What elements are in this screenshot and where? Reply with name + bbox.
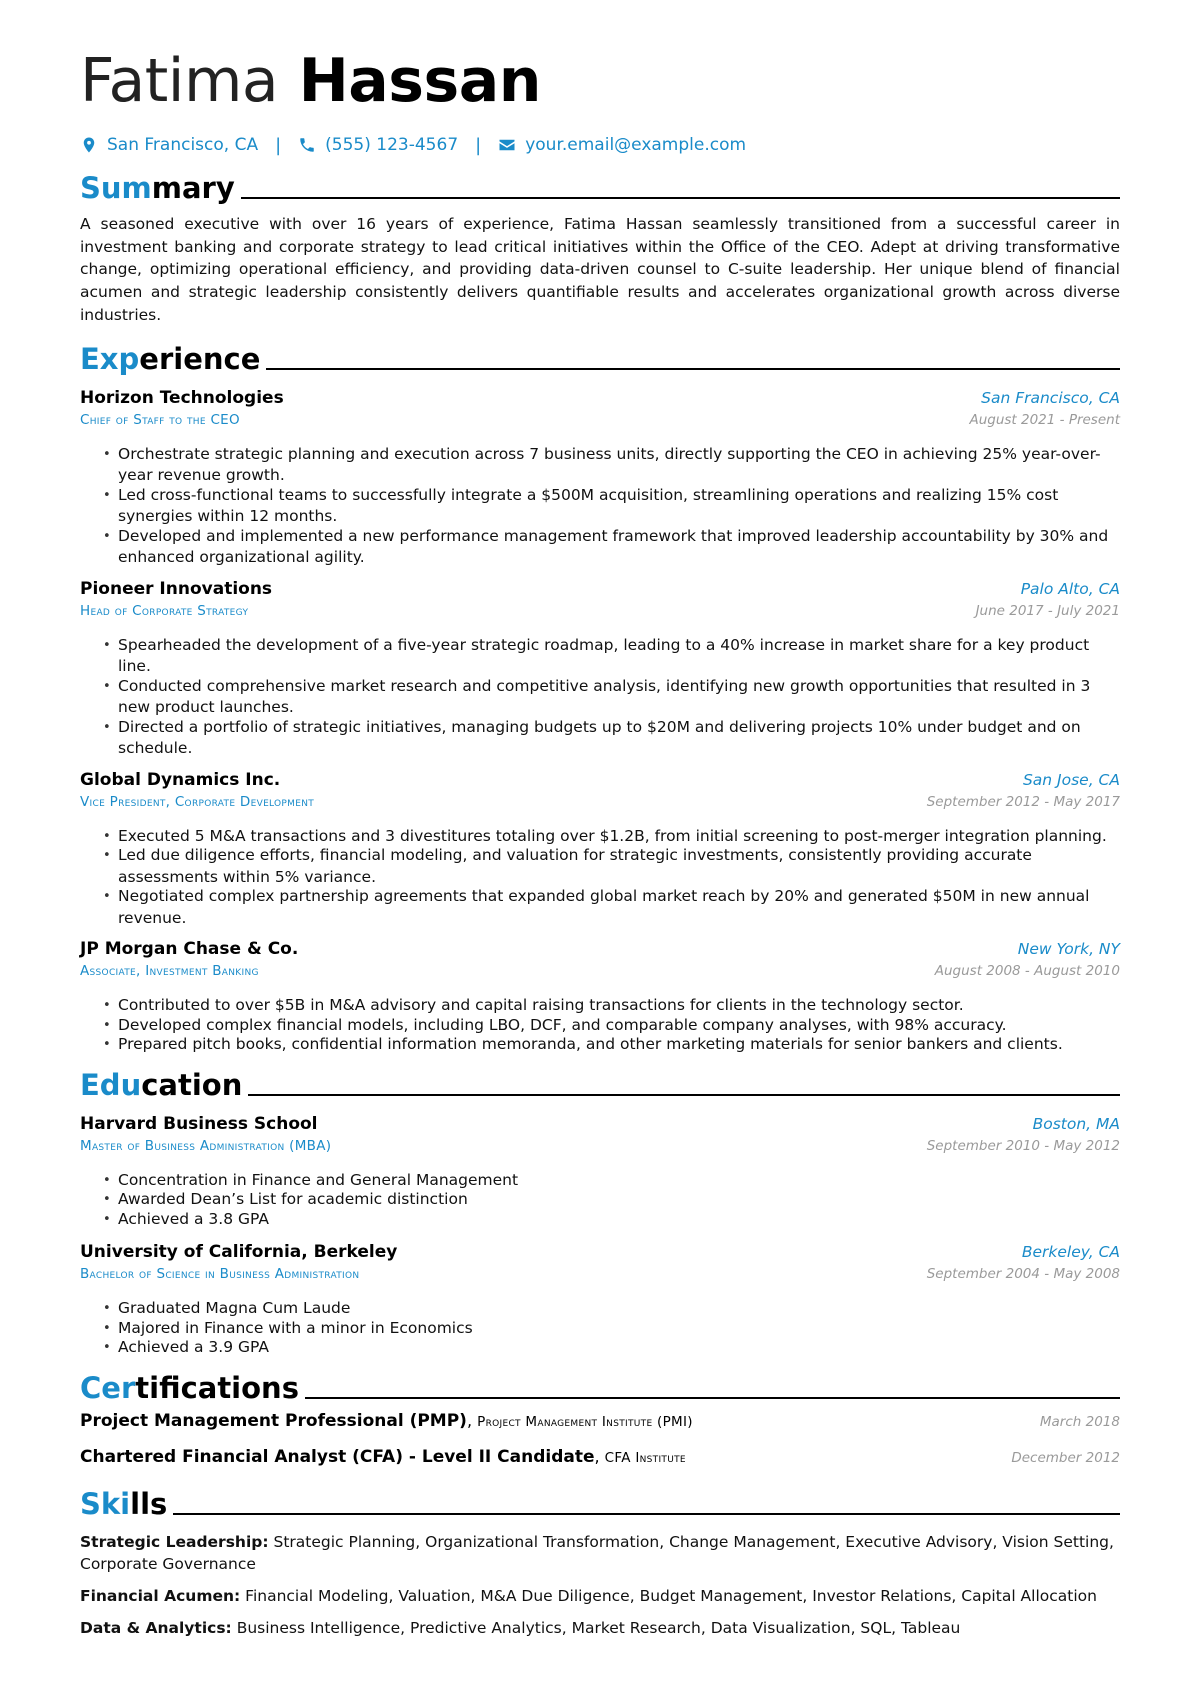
section-heading-education <box>80 1066 1120 1102</box>
education-detail-item: • Achieved a 3.8 GPA <box>80 1209 1120 1231</box>
achievement-item: • Developed and implemented a new performance management framework that improved leadership accountability by 30% and enhanced organizational agility. <box>80 526 1120 569</box>
achievement-item: • Developed complex financial models, including LBO, DCF, and comparable company analyses, with 98% accuracy. <box>80 1015 1120 1037</box>
experience-entry <box>80 939 1120 1056</box>
education-detail-item: • Graduated Magna Cum Laude <box>80 1298 1120 1320</box>
section-rule <box>241 197 1120 199</box>
job-dates: June 2017 - July 2021 <box>975 602 1120 619</box>
contact-bar <box>80 130 1120 160</box>
achievement-item: • Orchestrate strategic planning and execution across 7 business units, directly supporting the CEO in achieving 25% year-over-year revenue growth. <box>80 444 1120 487</box>
contact-separator: | <box>475 134 482 156</box>
education-detail-list <box>80 1298 1120 1359</box>
section-heading-certifications <box>80 1369 1120 1405</box>
phone-icon <box>298 136 316 154</box>
skill-category: Strategic Leadership: <box>80 1532 269 1551</box>
skill-category: Financial Acumen: <box>80 1586 241 1605</box>
achievement-item: • Negotiated complex partnership agreements that expanded global market reach by 20% and generated $50M in new annual revenue. <box>80 886 1120 929</box>
contact-location <box>80 135 258 155</box>
section-heading-experience <box>80 340 1120 376</box>
contact-separator: | <box>275 134 282 156</box>
degree-title: Bachelor of Science in Business Administration <box>80 1266 360 1283</box>
contact-email[interactable] <box>498 135 746 155</box>
certification-issuer: Project Management Institute (PMI) <box>477 1413 693 1430</box>
school-name: Harvard Business School <box>80 1113 318 1134</box>
job-title: Associate, Investment Banking <box>80 963 259 980</box>
envelope-icon <box>498 136 516 154</box>
skill-items: Strategic Planning, Organizational Transformation, Change Management, Executive Advisory, Vision Setting, Corporate Governance <box>80 1532 1114 1574</box>
experience-entry <box>80 770 1120 930</box>
achievement-item: • Led due diligence efforts, financial modeling, and valuation for strategic investments, consistently providing accurate assessments within 5% variance. <box>80 845 1120 888</box>
achievement-list <box>80 635 1120 760</box>
school-dates: September 2010 - May 2012 <box>926 1137 1120 1154</box>
school-dates: September 2004 - May 2008 <box>926 1266 1120 1283</box>
school-location: Boston, MA <box>1032 1114 1120 1133</box>
job-dates: August 2008 - August 2010 <box>934 963 1120 980</box>
section-heading-skills <box>80 1485 1120 1521</box>
education-detail-item: • Majored in Finance with a minor in Economics <box>80 1318 1120 1340</box>
job-location: San Francisco, CA <box>981 388 1120 407</box>
phone-text: (555) 123-4567 <box>325 135 459 155</box>
education-entry <box>80 1242 1120 1359</box>
company-name: JP Morgan Chase & Co. <box>80 939 299 960</box>
job-title: Chief of Staff to the CEO <box>80 411 240 428</box>
job-title: Vice President, Corporate Development <box>80 793 315 810</box>
email-text: your.email@example.com <box>525 135 747 155</box>
last-name: Hassan <box>298 46 541 116</box>
section-title: Certifications <box>80 1370 299 1405</box>
degree-title: Master of Business Administration (MBA) <box>80 1137 332 1154</box>
achievement-item: • Executed 5 M&A transactions and 3 divestitures totaling over $1.2B, from initial screening to post-merger integration planning. <box>80 826 1120 848</box>
location-pin-icon <box>80 136 98 154</box>
achievement-item: • Conducted comprehensive market research and competitive analysis, identifying new growth opportunities that resulted in 3 new product launches. <box>80 676 1120 719</box>
achievement-item: • Directed a portfolio of strategic initiatives, managing budgets up to $20M and delivering projects 10% under budget and on schedule. <box>80 717 1120 760</box>
education-detail-item: • Achieved a 3.9 GPA <box>80 1337 1120 1359</box>
achievement-list <box>80 995 1120 1056</box>
achievement-item: • Contributed to over $5B in M&A advisory and capital raising transactions for clients in the technology sector. <box>80 995 1120 1017</box>
certification-entry: Chartered Financial Analyst (CFA) - Level II Candidate, CFA Institute December 2012 <box>80 1446 1120 1467</box>
education-detail-list <box>80 1170 1120 1231</box>
education-entry <box>80 1114 1120 1231</box>
achievement-item: • Prepared pitch books, confidential information memoranda, and other marketing materials for senior bankers and clients. <box>80 1034 1120 1056</box>
section-rule <box>266 368 1120 370</box>
job-location: Palo Alto, CA <box>1020 579 1120 598</box>
achievement-list <box>80 826 1120 930</box>
first-name: Fatima <box>80 46 279 116</box>
skill-group <box>80 1531 1120 1576</box>
achievement-list <box>80 444 1120 569</box>
achievement-item: • Spearheaded the development of a five-year strategic roadmap, leading to a 40% increase in market share for a key product line. <box>80 635 1120 678</box>
resume-content <box>80 42 1120 1639</box>
section-title: Skills <box>80 1486 168 1521</box>
education-detail-item: • Concentration in Finance and General Management <box>80 1170 1120 1192</box>
contact-phone[interactable] <box>298 135 458 155</box>
skill-category: Data & Analytics: <box>80 1618 232 1637</box>
certification-issuer: CFA Institute <box>604 1449 686 1466</box>
company-name: Horizon Technologies <box>80 387 284 408</box>
skill-items: Financial Modeling, Valuation, M&A Due Diligence, Budget Management, Investor Relations, Capital Allocation <box>245 1586 1097 1605</box>
skill-items: Business Intelligence, Predictive Analytics, Market Research, Data Visualization, SQL, Tableau <box>236 1618 961 1637</box>
section-rule <box>248 1094 1120 1096</box>
certification-name: Chartered Financial Analyst (CFA) - Level II Candidate <box>80 1446 595 1467</box>
section-title: Summary <box>80 171 235 205</box>
job-dates: August 2021 - Present <box>969 411 1120 428</box>
experience-entry <box>80 388 1120 569</box>
experience-entry <box>80 579 1120 760</box>
certification-date: December 2012 <box>1011 1449 1120 1466</box>
school-name: University of California, Berkeley <box>80 1242 398 1263</box>
job-dates: September 2012 - May 2017 <box>926 793 1120 810</box>
skill-group <box>80 1617 1120 1640</box>
skill-group <box>80 1585 1120 1608</box>
school-location: Berkeley, CA <box>1021 1243 1120 1262</box>
section-title: Education <box>80 1067 243 1102</box>
section-rule <box>173 1513 1120 1515</box>
job-location: San Jose, CA <box>1022 770 1120 789</box>
education-detail-item: • Awarded Dean’s List for academic distinction <box>80 1189 1120 1211</box>
company-name: Pioneer Innovations <box>80 578 273 599</box>
achievement-item: • Led cross-functional teams to successfully integrate a $500M acquisition, streamlining operations and realizing 15% cost synergies within 12 months. <box>80 485 1120 528</box>
certification-name: Project Management Professional (PMP) <box>80 1410 467 1431</box>
section-title: Experience <box>80 341 261 376</box>
section-heading-summary <box>80 169 1120 205</box>
certification-date: March 2018 <box>1039 1413 1120 1430</box>
job-location: New York, NY <box>1017 940 1120 959</box>
location-text: San Francisco, CA <box>107 135 259 155</box>
section-rule <box>305 1397 1120 1399</box>
summary-text: A seasoned executive with over 16 years of experience, Fatima Hassan seamlessly transitioned from a successful career in investment banking and corporate strategy to lead critical initiatives within the Office of the CEO. Adept at driving transformative change, optimizing operational efficiency, and providing data-driven counsel to C-suite leadership. Her unique blend of financial acumen and strategic leadership consistently delivers quantifiable results and accelerates organizational growth across diverse industries. <box>80 215 1120 324</box>
job-title: Head of Corporate Strategy <box>80 602 249 619</box>
candidate-name <box>80 42 1120 120</box>
certification-entry: Project Management Professional (PMP), Project Management Institute (PMI) March 2018 <box>80 1410 1120 1431</box>
company-name: Global Dynamics Inc. <box>80 769 281 790</box>
